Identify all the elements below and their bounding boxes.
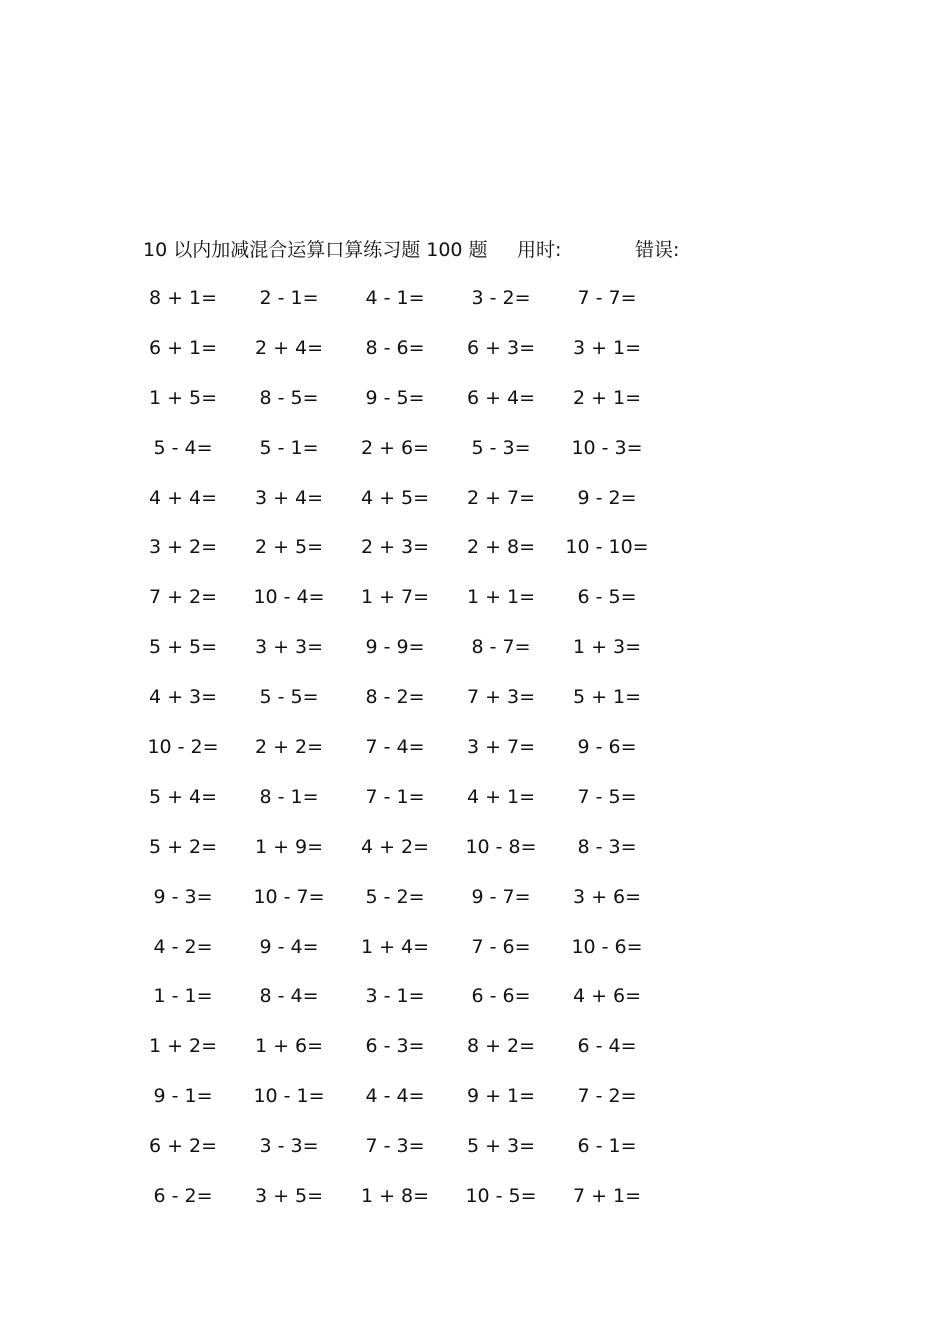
arithmetic-problem: 6 + 2= bbox=[148, 1135, 218, 1158]
arithmetic-problem: 7 + 3= bbox=[466, 686, 536, 709]
arithmetic-problem: 7 - 7= bbox=[577, 287, 637, 309]
arithmetic-problem: 2 + 1= bbox=[572, 386, 642, 409]
worksheet-title: 10 以内加减混合运算口算练习题 100 题 bbox=[143, 239, 488, 261]
arithmetic-problem: 8 - 1= bbox=[259, 785, 319, 808]
arithmetic-problem: 9 - 2= bbox=[577, 486, 637, 509]
arithmetic-problem: 4 - 1= bbox=[365, 287, 425, 309]
arithmetic-problem: 7 - 6= bbox=[471, 935, 531, 958]
arithmetic-problem: 6 - 1= bbox=[577, 1135, 637, 1158]
arithmetic-problem: 5 - 4= bbox=[153, 436, 213, 459]
arithmetic-problem: 4 + 3= bbox=[148, 686, 218, 709]
arithmetic-problem: 1 + 1= bbox=[466, 586, 536, 609]
arithmetic-problem: 10 - 4= bbox=[253, 586, 325, 609]
problem-row bbox=[130, 533, 690, 583]
errors-label: 错误: bbox=[635, 239, 680, 261]
problem-row bbox=[130, 733, 690, 783]
arithmetic-problem: 10 - 8= bbox=[465, 835, 537, 858]
arithmetic-problem: 6 + 1= bbox=[148, 336, 218, 359]
problem-row bbox=[130, 633, 690, 683]
arithmetic-problem: 1 + 8= bbox=[360, 1185, 430, 1208]
arithmetic-problem: 1 + 4= bbox=[360, 935, 430, 958]
arithmetic-problem: 3 + 6= bbox=[572, 885, 642, 908]
problem-row bbox=[130, 883, 690, 933]
arithmetic-problem: 2 + 3= bbox=[360, 536, 430, 559]
arithmetic-problem: 5 + 2= bbox=[148, 835, 218, 858]
arithmetic-problem: 6 + 3= bbox=[466, 336, 536, 359]
arithmetic-problem: 2 + 4= bbox=[254, 336, 324, 359]
arithmetic-problem: 1 + 9= bbox=[254, 835, 324, 858]
arithmetic-problem: 1 + 6= bbox=[254, 1035, 324, 1058]
arithmetic-problem: 1 + 2= bbox=[148, 1035, 218, 1058]
problem-row bbox=[130, 384, 690, 434]
arithmetic-problem: 7 - 5= bbox=[577, 785, 637, 808]
arithmetic-problem: 2 + 8= bbox=[466, 536, 536, 559]
arithmetic-problem: 7 - 1= bbox=[365, 785, 425, 808]
problem-row bbox=[130, 434, 690, 484]
arithmetic-problem: 5 + 1= bbox=[572, 686, 642, 709]
time-used-label: 用时: bbox=[517, 239, 562, 261]
arithmetic-problem: 9 - 7= bbox=[471, 885, 531, 908]
arithmetic-problem: 9 + 1= bbox=[466, 1085, 536, 1108]
arithmetic-problem: 4 + 5= bbox=[360, 486, 430, 509]
arithmetic-problem: 2 + 6= bbox=[360, 436, 430, 459]
arithmetic-problem: 8 - 6= bbox=[365, 336, 425, 359]
arithmetic-problem: 3 - 2= bbox=[471, 287, 531, 309]
arithmetic-problem: 7 - 4= bbox=[365, 736, 425, 759]
arithmetic-problem: 4 + 1= bbox=[466, 785, 536, 808]
problem-row bbox=[130, 933, 690, 983]
arithmetic-problem: 6 - 3= bbox=[365, 1035, 425, 1058]
arithmetic-problem: 5 + 3= bbox=[466, 1135, 536, 1158]
arithmetic-problem: 2 + 7= bbox=[466, 486, 536, 509]
arithmetic-problem: 4 + 2= bbox=[360, 835, 430, 858]
arithmetic-problem: 8 - 2= bbox=[365, 686, 425, 709]
arithmetic-problem: 8 - 3= bbox=[577, 835, 637, 858]
arithmetic-problem: 6 - 5= bbox=[577, 586, 637, 609]
arithmetic-problem: 2 - 1= bbox=[259, 287, 319, 309]
arithmetic-problem: 6 + 4= bbox=[466, 386, 536, 409]
arithmetic-problem: 2 + 2= bbox=[254, 736, 324, 759]
arithmetic-problem: 4 - 4= bbox=[365, 1085, 425, 1108]
arithmetic-problem: 5 + 4= bbox=[148, 785, 218, 808]
problem-row bbox=[130, 484, 690, 534]
arithmetic-problem: 8 - 4= bbox=[259, 985, 319, 1008]
arithmetic-problem: 1 - 1= bbox=[153, 985, 213, 1008]
arithmetic-problem: 3 - 1= bbox=[365, 985, 425, 1008]
arithmetic-problem: 5 - 2= bbox=[365, 885, 425, 908]
arithmetic-problem: 4 + 4= bbox=[148, 486, 218, 509]
arithmetic-problem: 7 + 1= bbox=[572, 1185, 642, 1208]
arithmetic-problem: 5 + 5= bbox=[148, 636, 218, 659]
arithmetic-problem: 5 - 5= bbox=[259, 686, 319, 709]
problem-row bbox=[130, 1032, 690, 1082]
problem-row bbox=[130, 1182, 690, 1232]
problem-row bbox=[130, 1132, 690, 1182]
arithmetic-problem: 9 - 4= bbox=[259, 935, 319, 958]
arithmetic-problem: 10 - 2= bbox=[147, 736, 219, 759]
arithmetic-problem: 10 - 7= bbox=[253, 885, 325, 908]
arithmetic-problem: 8 + 1= bbox=[148, 287, 218, 309]
arithmetic-problem: 5 - 1= bbox=[259, 436, 319, 459]
arithmetic-problem: 8 + 2= bbox=[466, 1035, 536, 1058]
arithmetic-problem: 7 - 3= bbox=[365, 1135, 425, 1158]
arithmetic-problem: 4 + 6= bbox=[572, 985, 642, 1008]
arithmetic-problem: 3 + 7= bbox=[466, 736, 536, 759]
arithmetic-problem: 10 - 1= bbox=[253, 1085, 325, 1108]
arithmetic-problem: 10 - 6= bbox=[571, 935, 643, 958]
problem-grid bbox=[130, 284, 690, 1232]
problem-row bbox=[130, 683, 690, 733]
arithmetic-problem: 10 - 5= bbox=[465, 1185, 537, 1208]
problem-row bbox=[130, 583, 690, 633]
problem-row bbox=[130, 833, 690, 883]
problem-row bbox=[130, 783, 690, 833]
arithmetic-problem: 9 - 1= bbox=[153, 1085, 213, 1108]
problem-row bbox=[130, 982, 690, 1032]
problem-row bbox=[130, 334, 690, 384]
arithmetic-problem: 3 + 2= bbox=[148, 536, 218, 559]
arithmetic-problem: 3 + 4= bbox=[254, 486, 324, 509]
arithmetic-problem: 6 - 2= bbox=[153, 1185, 213, 1208]
arithmetic-problem: 5 - 3= bbox=[471, 436, 531, 459]
arithmetic-problem: 1 + 7= bbox=[360, 586, 430, 609]
arithmetic-problem: 2 + 5= bbox=[254, 536, 324, 559]
arithmetic-problem: 4 - 2= bbox=[153, 935, 213, 958]
arithmetic-problem: 7 - 2= bbox=[577, 1085, 637, 1108]
arithmetic-problem: 3 + 3= bbox=[254, 636, 324, 659]
arithmetic-problem: 1 + 3= bbox=[572, 636, 642, 659]
arithmetic-problem: 10 - 3= bbox=[571, 436, 643, 459]
arithmetic-problem: 3 - 3= bbox=[259, 1135, 319, 1158]
arithmetic-problem: 3 + 5= bbox=[254, 1185, 324, 1208]
arithmetic-problem: 8 - 5= bbox=[259, 386, 319, 409]
arithmetic-problem: 9 - 9= bbox=[365, 636, 425, 659]
arithmetic-problem: 9 - 3= bbox=[153, 885, 213, 908]
arithmetic-problem: 9 - 6= bbox=[577, 736, 637, 759]
arithmetic-problem: 7 + 2= bbox=[148, 586, 218, 609]
arithmetic-problem: 6 - 6= bbox=[471, 985, 531, 1008]
arithmetic-problem: 3 + 1= bbox=[572, 336, 642, 359]
arithmetic-problem: 1 + 5= bbox=[148, 386, 218, 409]
arithmetic-problem: 9 - 5= bbox=[365, 386, 425, 409]
problem-row bbox=[130, 1082, 690, 1132]
problem-row bbox=[130, 284, 690, 334]
arithmetic-problem: 8 - 7= bbox=[471, 636, 531, 659]
arithmetic-problem: 10 - 10= bbox=[565, 536, 649, 559]
arithmetic-problem: 6 - 4= bbox=[577, 1035, 637, 1058]
